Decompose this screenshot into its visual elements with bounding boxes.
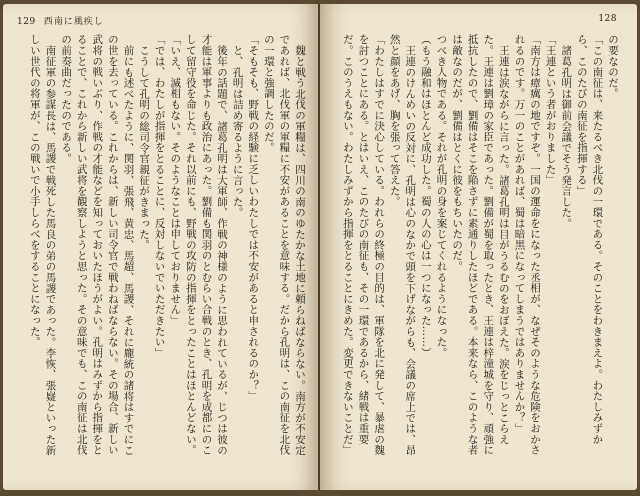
right-page	[320, 4, 637, 490]
left-paragraph: 後年の話題で、諸葛孔明は大軍師、作戦の神様のように思われているが、じつは彼の才能は軍事よりも政治にあった。劉備も関羽のとむらい合戦のとき、孔明を成都にのこして留守役を命じた。それ以前にも、野戦の攻防の指揮をとったことはほとんどない。	[184, 34, 229, 456]
left-paragraph: 「いえ、滅相もない。そのようなことは申しておりません」	[169, 34, 182, 326]
right-paragraph: 諸葛孔明は御前会議でそう発言した。	[560, 44, 573, 229]
right-paragraph: 「王連という者がおりました」	[544, 34, 557, 186]
right-paragraph: 「この南征は、来たるべき北伐の一環である。そのことをわきまえよ。わたしみずから、このたびの南征を指揮する」	[575, 34, 604, 445]
left-paragraph: 「では、わたしが指揮をとることに、反対しないでいただきたい」	[153, 34, 166, 358]
right-page-text	[330, 34, 620, 464]
left-page-number: 129	[17, 17, 36, 27]
right-paragraph: つべき人物である。それが孔明の身を案じてくれるようになった。	[435, 34, 448, 358]
left-paragraph: 魏と戦う北伐の軍糧は、四川の南のゆたかな土地に頼らねばならない。南方が不安定であれば、北伐軍の軍糧に不安があることを意味する。だから孔明は、この南征を北伐の一環と強調したのだ。	[262, 34, 306, 456]
left-paragraph: 「そもそも、野戦の経験に乏しいわたしでは不安があると申されるのか？」	[247, 34, 260, 402]
left-page-text	[17, 34, 307, 464]
left-paragraph: と、孔明は詰め寄るように言った。	[231, 44, 244, 218]
running-title: 西南に風疾し	[43, 17, 104, 27]
right-running-head	[598, 14, 617, 24]
left-paragraph: こうして孔明の総司令官親征がきまった。	[138, 44, 151, 250]
left-paragraph: 前にも述べたように、関羽、張飛、黄忠、馬超、馬謖、それに龐統の諸将はすでにこの世を去っている。これからは、新しい司令官で戦わねばならない。その場合、新しい武将の戦いぶり、作戦の才能などを知っておいたほうがよい。孔明はみずから指揮をとることで、これから新しい武将を観察しようと思った。その意味でも、この南征は北伐の前奏曲だったのである。	[60, 34, 135, 456]
left-running-head	[17, 14, 104, 27]
right-paragraph: の要なのだ。	[607, 34, 619, 99]
left-page	[3, 4, 318, 490]
right-paragraph: 王連は涙ながらに言った。諸葛孔明は目がうるむのをおぼえた。涙をじっとこらえた。王連は劉璋の家臣であった。劉備が蜀を取ったとき、王連は梓潼城を守り、頑強に抵抗したので、劉備はそこを陥さずに素通りしたほどである。本来なら、このような者は敵なのだが、劉備はとくに彼をもちいたのだ。	[451, 34, 510, 456]
right-paragraph: （もう融和はほとんど成功した。蜀の人の心は一つになった……）	[419, 34, 432, 358]
right-paragraph: 「わたしはすでに決心している。われらの終極の目的は、軍隊を北に発して、暴虐の魏を討つことにある。とはいえ、このたびの南征も、その一環であるから、緒戦は重要だ。このうえもない。わたしみずから指揮をとることにきめた。変更できないことだ」	[341, 34, 386, 456]
right-paragraph: 「南方は瘴癘の地ですぞ。一国の運命をになった丞相が、なぜそのような危険をおかされるのです。万一のことがあれば、蜀は暗黒になってしまうではありませんか？」	[513, 34, 542, 456]
right-page-number: 128	[598, 14, 617, 24]
left-paragraph: 南征軍の参謀長は、馬謖で戦死した馬良の弟の馬謖であった。李恢、張嶷といった新しい世代の将軍が、この戦いで小手しらべをすることになった。	[28, 34, 57, 455]
right-paragraph: 王連のけんめいの反対に、孔明は心のなかで頭を下げながらも、会議の席上では、昂然と顔をあげ、胸を張って答えた。	[388, 34, 417, 455]
